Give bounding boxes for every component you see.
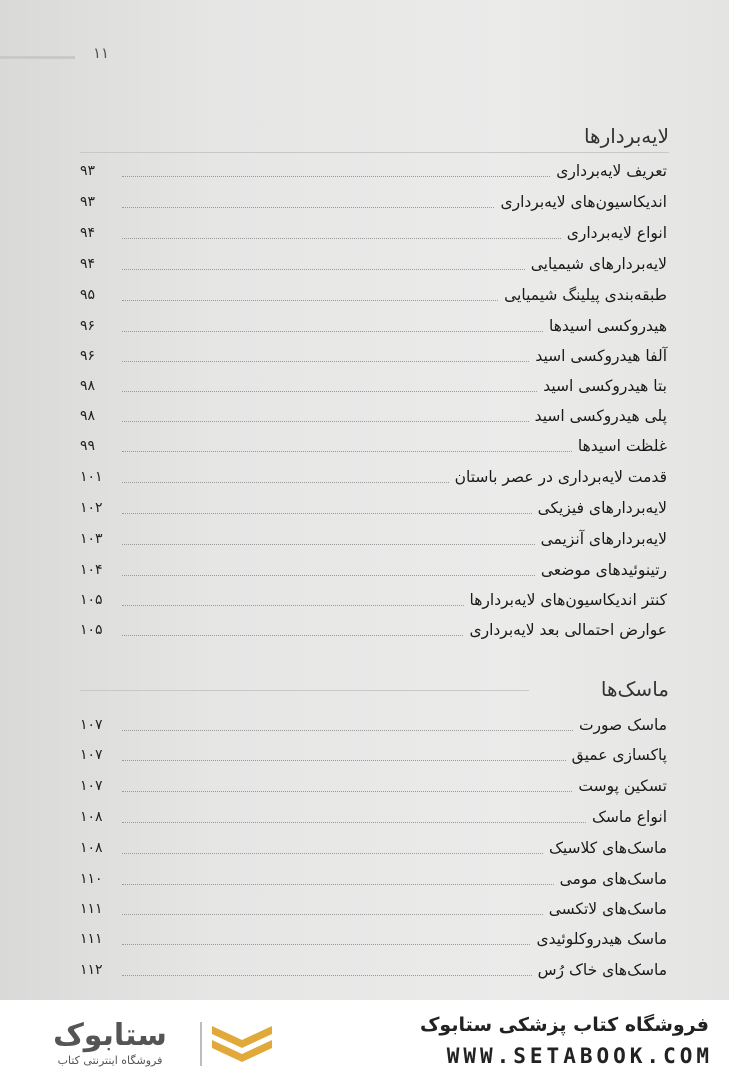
dot-leader [122,176,550,177]
toc-entry-label: ماسک صورت [578,716,667,734]
toc-entry[interactable] [80,371,667,401]
toc-entry-label: ماسک‌های خاک رُس [537,961,667,979]
toc-entry-label: لایه‌بردارهای آنزیمی [540,530,667,548]
toc-entry[interactable] [80,555,667,585]
setabook-logo[interactable] [30,1016,280,1072]
toc-entry-label: ماسک‌های کلاسیک [548,839,667,857]
dot-leader [122,760,566,761]
bleed-through-decoration [20,125,200,139]
toc-entry-page: ۹۵ [80,287,96,303]
toc-entry-page: ۹۶ [80,348,96,364]
toc-entry-page: ۹۳ [80,194,96,210]
toc-entry[interactable] [80,833,667,863]
toc-entry-page: ۱۱۰ [80,871,103,887]
dot-leader [122,975,532,976]
toc-entry-page: ۱۰۱ [80,469,103,485]
page-number: ۱۱ [93,44,110,62]
toc-entry-label: غلظت اسیدها [577,437,667,455]
toc-entry[interactable] [80,249,667,279]
toc-entry[interactable] [80,740,667,770]
toc-entry-page: ۹۸ [80,408,96,424]
section-title-masks: ماسک‌ها [600,677,669,701]
toc-entry-label: هیدروکسی اسیدها [548,317,667,335]
dot-leader [122,791,572,792]
toc-entry-page: ۱۰۷ [80,778,103,794]
dot-leader [122,853,543,854]
toc-entry-label: انواع لایه‌برداری [566,224,667,242]
toc-entry[interactable] [80,864,667,894]
toc-entry[interactable] [80,524,667,554]
dot-leader [122,421,529,422]
toc-entry[interactable] [80,802,667,832]
dot-leader [122,482,449,483]
dot-leader [122,238,561,239]
toc-entry-label: پلی هیدروکسی اسید [534,407,667,425]
toc-entry-page: ۱۰۷ [80,717,103,733]
toc-entry-label: اندیکاسیون‌های لایه‌برداری [500,193,667,211]
toc-entry-page: ۱۰۸ [80,809,103,825]
dot-leader [122,635,463,636]
toc-entry[interactable] [80,156,667,186]
toc-entry[interactable] [80,187,667,217]
toc-entry-label: کنتر اندیکاسیون‌های لایه‌بردارها [469,591,667,609]
toc-entry-label: پاکسازی عمیق [571,746,667,764]
dot-leader [122,914,543,915]
toc-entry-label: انواع ماسک [592,808,667,826]
toc-entry-label: طبقه‌بندی پیلینگ شیمیایی [504,286,667,304]
dot-leader [122,822,586,823]
toc-entry-label: بتا هیدروکسی اسید [543,377,667,395]
shop-url[interactable]: WWW.SETABOOK.COM [446,1044,713,1068]
toc-entry-page: ۱۰۲ [80,500,103,516]
dot-leader [122,544,535,545]
dot-leader [122,207,494,208]
toc-entry-page: ۱۰۵ [80,622,103,638]
toc-entry[interactable] [80,341,667,371]
toc-entry[interactable] [80,431,667,461]
toc-entry[interactable] [80,462,667,492]
toc-entry[interactable] [80,615,667,645]
logo-wordmark: ستابوک [53,1018,167,1053]
logo-divider [200,1022,202,1066]
toc-entry-page: ۱۰۷ [80,747,103,763]
toc-entry-page: ۹۶ [80,318,96,334]
dot-leader [122,451,572,452]
dot-leader [122,605,464,606]
book-chevron-icon [208,1020,276,1068]
toc-entry-label: قدمت لایه‌برداری در عصر باستان [454,468,667,486]
toc-entry-page: ۹۴ [80,256,96,272]
toc-entry-label: رتینوئیدهای موضعی [540,561,667,579]
toc-entry-page: ۱۰۴ [80,562,103,578]
toc-entry-page: ۱۱۱ [80,901,103,917]
toc-entry-page: ۱۱۲ [80,962,103,978]
toc-entry-label: لایه‌بردارهای شیمیایی [530,255,667,273]
toc-entry-label: آلفا هیدروکسی اسید [535,347,667,365]
logo-subtitle: فروشگاه اینترنتی کتاب [57,1054,163,1067]
section-rule [80,152,669,153]
toc-entry[interactable] [80,218,667,248]
dot-leader [122,575,535,576]
dot-leader [122,269,525,270]
toc-entry[interactable] [80,493,667,523]
dot-leader [122,361,529,362]
section-rule [80,690,529,691]
toc-entry-label: لایه‌بردارهای فیزیکی [537,499,667,517]
section-title-peels: لایه‌بردارها [583,124,669,148]
toc-entry[interactable] [80,771,667,801]
toc-entry-page: ۹۸ [80,378,96,394]
toc-entry-label: تعریف لایه‌برداری [556,162,667,180]
toc-entry[interactable] [80,585,667,615]
dot-leader [122,730,573,731]
header-rule [0,56,75,59]
toc-entry-page: ۹۴ [80,225,96,241]
toc-entry-label: تسکین پوست [578,777,667,795]
shop-title: فروشگاه کتاب پزشکی ستابوک [419,1014,709,1036]
store-banner [0,1000,729,1080]
toc-entry[interactable] [80,894,667,924]
toc-entry-page: ۱۰۸ [80,840,103,856]
toc-entry-page: ۹۹ [80,438,96,454]
dot-leader [122,331,543,332]
toc-entry-page: ۱۰۳ [80,531,103,547]
toc-entry[interactable] [80,311,667,341]
toc-entry-label: ماسک‌های مومی [559,870,667,888]
toc-entry-page: ۱۰۵ [80,592,103,608]
toc-entry[interactable] [80,710,667,740]
toc-entry-label: ماسک هیدروکلوئیدی [536,930,667,948]
toc-entry[interactable] [80,955,667,985]
dot-leader [122,513,532,514]
dot-leader [122,300,498,301]
dot-leader [122,944,530,945]
dot-leader [122,884,554,885]
toc-entry-page: ۱۱۱ [80,931,103,947]
toc-entry[interactable] [80,280,667,310]
toc-entry-page: ۹۳ [80,163,96,179]
toc-entry[interactable] [80,401,667,431]
dot-leader [122,391,537,392]
toc-entry-label: عوارض احتمالی بعد لایه‌برداری [469,621,667,639]
toc-entry-label: ماسک‌های لاتکسی [548,900,667,918]
toc-entry[interactable] [80,924,667,954]
